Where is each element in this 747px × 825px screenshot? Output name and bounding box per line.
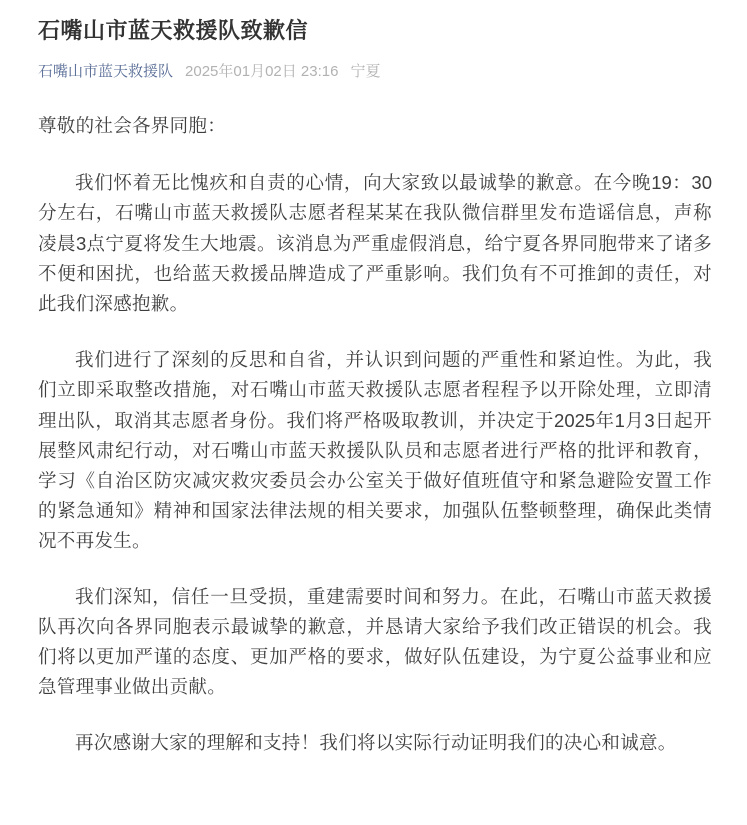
body-paragraph: 再次感谢大家的理解和支持！我们将以实际行动证明我们的决心和诚意。 [75,734,677,754]
byline [38,61,712,82]
publish-datetime: 2025年01月02日 23:16 [185,63,339,80]
body-paragraph: 我们进行了深刻的反思和自省，并认识到问题的严重性和紧迫性。为此，我们立即采取整改措施，对石嘴山市蓝天救援队志愿者程程予以开除处理，立即清理出队，取消其志愿者身份。我们将严格吸取教训，并决定于2025年1月3日起开展整风肃纪行动，对石嘴山市蓝天救援队队员和志愿者进行严格的批评和教育，学习《自治区防灾减灾救灾委员会办公室关于做好值班值守和紧急避险安置工作的紧急通知》精神和国家法律法规的相关要求，加强队伍整顿整理，确保此类情况不再发生。 [38,351,712,552]
salutation: 尊敬的社会各界同胞： [38,117,227,137]
publish-location: 宁夏 [350,63,381,80]
letter-body [38,112,712,759]
author-account-link[interactable]: 石嘴山市蓝天救援队 [38,63,174,80]
article-title: 石嘴山市蓝天救援队致歉信 [38,18,309,43]
body-paragraph: 我们怀着无比愧疚和自责的心情，向大家致以最诚挚的歉意。在今晚19：30分左右，石嘴山市蓝天救援队志愿者程某某在我队微信群里发布造谣信息，声称凌晨3点宁夏将发生大地震。该消息为严重虚假消息，给宁夏各界同胞带来了诸多不便和困扰，也给蓝天救援品牌造成了严重影响。我们负有不可推卸的责任，对此我们深感抱歉。 [38,172,712,315]
body-paragraph: 我们深知，信任一旦受损，重建需要时间和努力。在此，石嘴山市蓝天救援队再次向各界同胞表示最诚挚的歉意，并恳请大家给予我们改正错误的机会。我们将以更加严谨的态度、更加严格的要求，做好队伍建设，为宁夏公益事业和应急管理事业做出贡献。 [38,588,712,698]
